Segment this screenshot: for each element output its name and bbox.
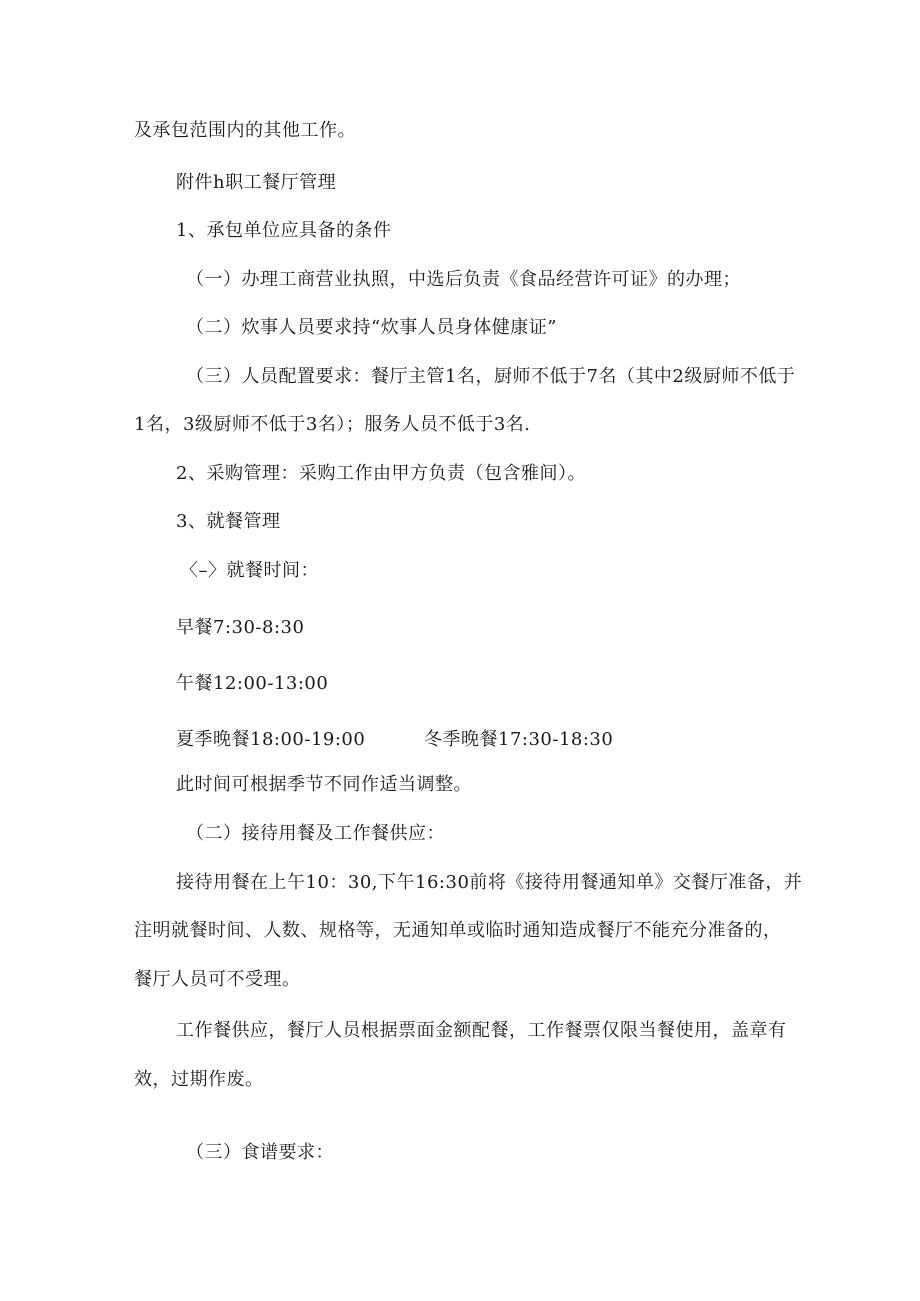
meal-time-summer-dinner: 夏季晚餐18:00-19:00 bbox=[176, 729, 366, 750]
paragraph-line: 及承包范围内的其他工作。 bbox=[134, 120, 356, 141]
paragraph-line: 1名，3级厨师不低于3名）；服务人员不低于3名. bbox=[134, 414, 531, 435]
paragraph-line: （一）办理工商营业执照，中选后负责《食品经营许可证》的办理； bbox=[186, 269, 741, 290]
paragraph-line: 接待用餐在上午10：30,下午16:30前将《接待用餐通知单》交餐厅准备，并 bbox=[176, 872, 803, 893]
paragraph-line: 工作餐供应，餐厅人员根据票面金额配餐，工作餐票仅限当餐使用，盖章有 bbox=[176, 1020, 787, 1041]
subsection-heading: （三）食谱要求： bbox=[186, 1142, 334, 1163]
paragraph-line: 效，过期作废。 bbox=[134, 1069, 264, 1090]
paragraph-line: （三）人员配置要求：餐厅主管1名，厨师不低于7名（其中2级厨师不低于 bbox=[186, 366, 796, 387]
section-heading-attachment: 附件h职工餐厅管理 bbox=[176, 172, 337, 193]
meal-time-winter-dinner: 冬季晚餐17:30-18:30 bbox=[424, 729, 614, 750]
subsection-heading: （二）接待用餐及工作餐供应： bbox=[186, 823, 445, 844]
paragraph-line: 此时间可根据季节不同作适当调整。 bbox=[176, 774, 472, 795]
paragraph-line: （二）炊事人员要求持“炊事人员身体健康证” bbox=[186, 317, 557, 338]
section-heading-3: 3、就餐管理 bbox=[176, 511, 281, 532]
paragraph-line: 注明就餐时间、人数、规格等，无通知单或临时通知造成餐厅不能充分准备的， bbox=[134, 920, 782, 941]
paragraph-line: 餐厅人员可不受理。 bbox=[134, 969, 301, 990]
meal-time-breakfast: 早餐7:30-8:30 bbox=[176, 617, 305, 638]
section-heading-2: 2、采购管理：采购工作由甲方负责（包含雅间）。 bbox=[176, 463, 586, 484]
meal-time-lunch: 午餐12:00-13:00 bbox=[176, 673, 329, 694]
subsection-heading: 〈–〉就餐时间： bbox=[180, 560, 319, 581]
section-heading-1: 1、承包单位应具备的条件 bbox=[176, 220, 392, 241]
